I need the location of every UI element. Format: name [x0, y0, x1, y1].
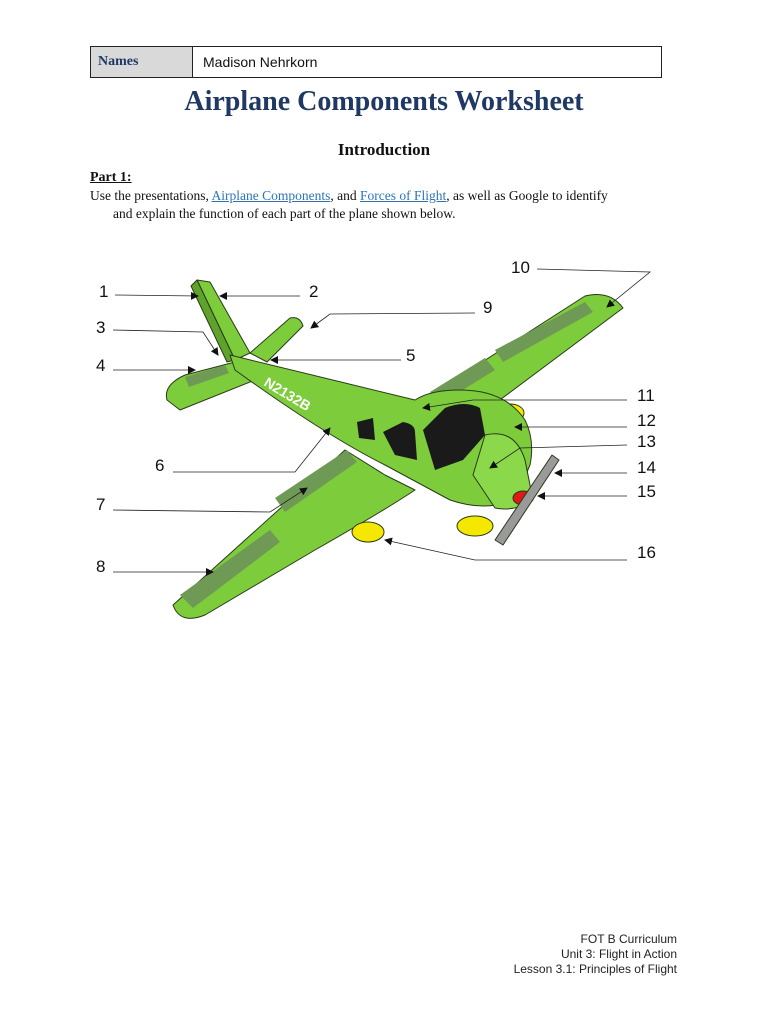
airplane-diagram [85, 250, 675, 635]
footer-line-3: Lesson 3.1: Principles of Flight [513, 962, 677, 976]
callout-15: 15 [637, 482, 656, 501]
callout-13: 13 [637, 432, 656, 451]
footer-line-1: FOT B Curriculum [580, 932, 677, 946]
callout-11: 11 [637, 386, 655, 405]
callout-14: 14 [637, 458, 656, 477]
callout-16: 16 [637, 543, 656, 562]
callout-line-3 [113, 330, 218, 355]
footer-line-2: Unit 3: Flight in Action [560, 947, 677, 961]
forces-of-flight-link[interactable]: Forces of Flight [359, 188, 447, 203]
callout-1: 1 [99, 282, 109, 301]
airplane-components-link[interactable]: Airplane Components [211, 188, 331, 203]
callout-12: 12 [637, 411, 656, 430]
names-table [90, 46, 662, 78]
callout-5: 5 [406, 346, 416, 365]
names-value[interactable]: Madison Nehrkorn [203, 54, 318, 70]
part1-instructions [90, 187, 675, 223]
part1-heading: Part 1: [90, 170, 132, 185]
callout-line-6 [173, 428, 330, 472]
section-heading: Introduction [337, 140, 431, 159]
callout-line-16 [385, 540, 627, 560]
registration-text: N2132B [261, 373, 314, 415]
callout-4: 4 [96, 356, 106, 375]
callout-7: 7 [96, 495, 106, 514]
left-engine [352, 522, 384, 542]
callout-9: 9 [483, 298, 493, 317]
airplane-illustration [166, 280, 623, 618]
callout-line-1 [115, 295, 198, 296]
callout-line-9 [311, 313, 475, 328]
names-label: Names [91, 47, 193, 77]
right-stabilizer [250, 318, 303, 362]
callout-10: 10 [511, 258, 530, 277]
instructions-text-end: , as well as Google to identify [446, 188, 608, 203]
instructions-text-middle: , and [330, 188, 360, 203]
page-title: Airplane Components Worksheet [184, 86, 584, 117]
page-footer [514, 932, 677, 977]
callout-6: 6 [155, 456, 165, 475]
callout-3: 3 [96, 318, 106, 337]
instructions-text-start: Use the presentations, [90, 188, 212, 203]
front-engine [457, 516, 493, 536]
callout-8: 8 [96, 557, 106, 576]
instructions-line2: and explain the function of each part of the plane shown below. [113, 206, 456, 221]
callout-2: 2 [309, 282, 319, 301]
